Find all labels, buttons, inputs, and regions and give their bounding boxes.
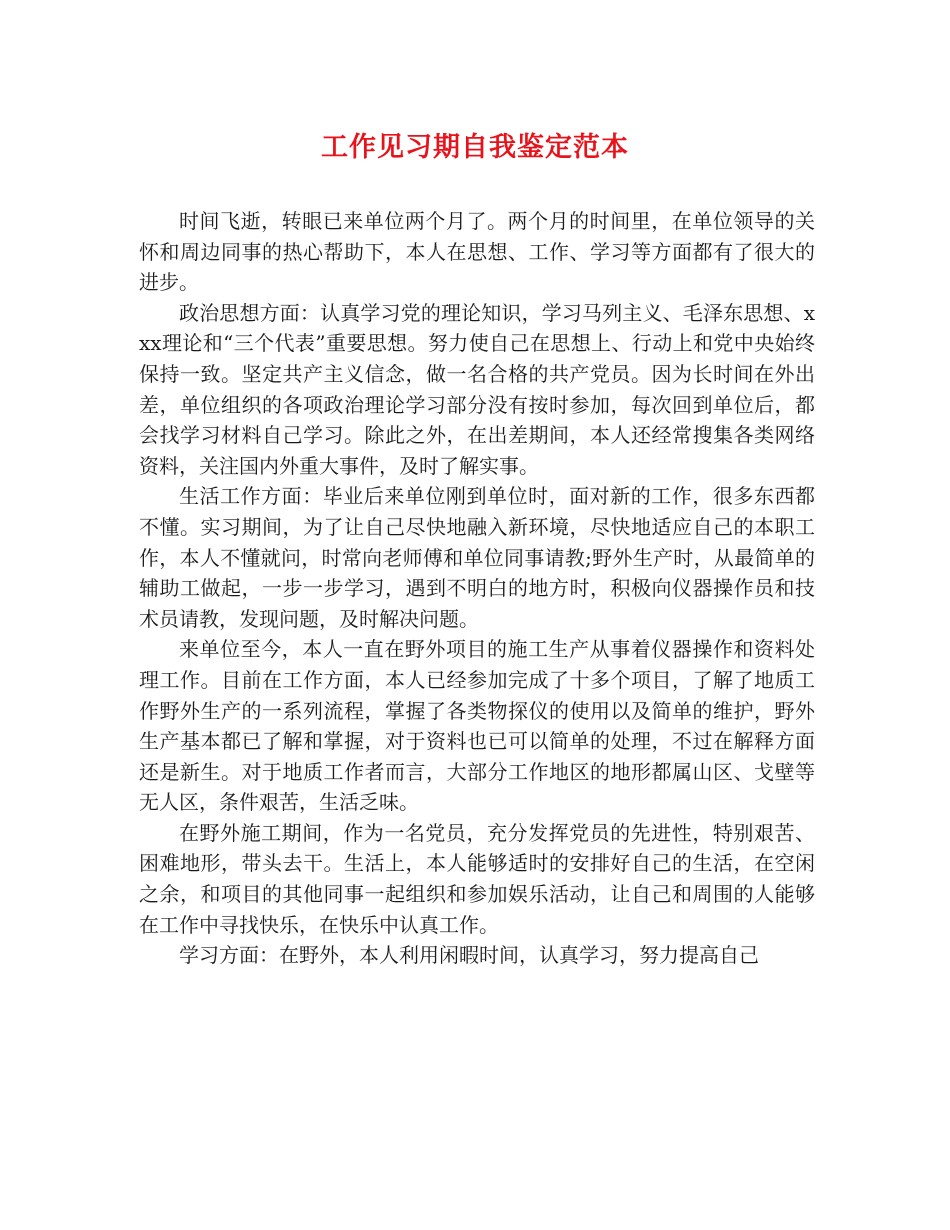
paragraph-study: 学习方面：在野外，本人利用闲暇时间，认真学习，努力提高自己 [179, 943, 759, 968]
paragraph-field-work: 来单位至今，本人一直在野外项目的施工生产从事着仪器操作和资料处理工作。目前在工作方面，本人已经参加完成了十多个项目，了解了地质工作野外生产的一系列流程，掌握了各类物探仪的使用以及简单的维护，野外生产基本都已了解和掌握，对于资料也已可以简单的处理，不过在解释方面还是新生。对于地质工作者而言，大部分工作地区的地形都属山区、戈壁等无人区，条件艰苦，生活乏味。 [139, 637, 815, 815]
document-title: 工作见习期自我鉴定范本 [321, 132, 629, 163]
document-body [139, 206, 815, 971]
paragraph-life-work: 生活工作方面：毕业后来单位刚到单位时，面对新的工作，很多东西都不懂。实习期间，为了让自己尽快地融入新环境，尽快地适应自己的本职工作，本人不懂就问，时常向老师傅和单位同事请教;野外生产时，从最简单的辅助工做起，一步一步学习，遇到不明白的地方时，积极向仪器操作员和技术员请教，发现问题，及时解决问题。 [139, 484, 815, 631]
paragraph-party-member: 在野外施工期间，作为一名党员，充分发挥党员的先进性，特别艰苦、困难地形，带头去干。生活上，本人能够适时的安排好自己的生活，在空闲之余，和项目的其他同事一起组织和参加娱乐活动，让自己和周围的人能够在工作中寻找快乐，在快乐中认真工作。 [139, 820, 815, 937]
paragraph-political: 政治思想方面：认真学习党的理论知识，学习马列主义、毛泽东思想、xxx理论和“三个代表”重要思想。努力使自己在思想上、行动上和党中央始终保持一致。坚定共产主义信念，做一名合格的共产党员。因为长时间在外出差，单位组织的各项政治理论学习部分没有按时参加，每次回到单位后，都会找学习材料自己学习。除此之外，在出差期间，本人还经常搜集各类网络资料，关注国内外重大事件，及时了解实事。 [139, 300, 815, 478]
paragraph-intro: 时间飞逝，转眼已来单位两个月了。两个月的时间里，在单位领导的关怀和周边同事的热心帮助下，本人在思想、工作、学习等方面都有了很大的进步。 [139, 209, 815, 295]
